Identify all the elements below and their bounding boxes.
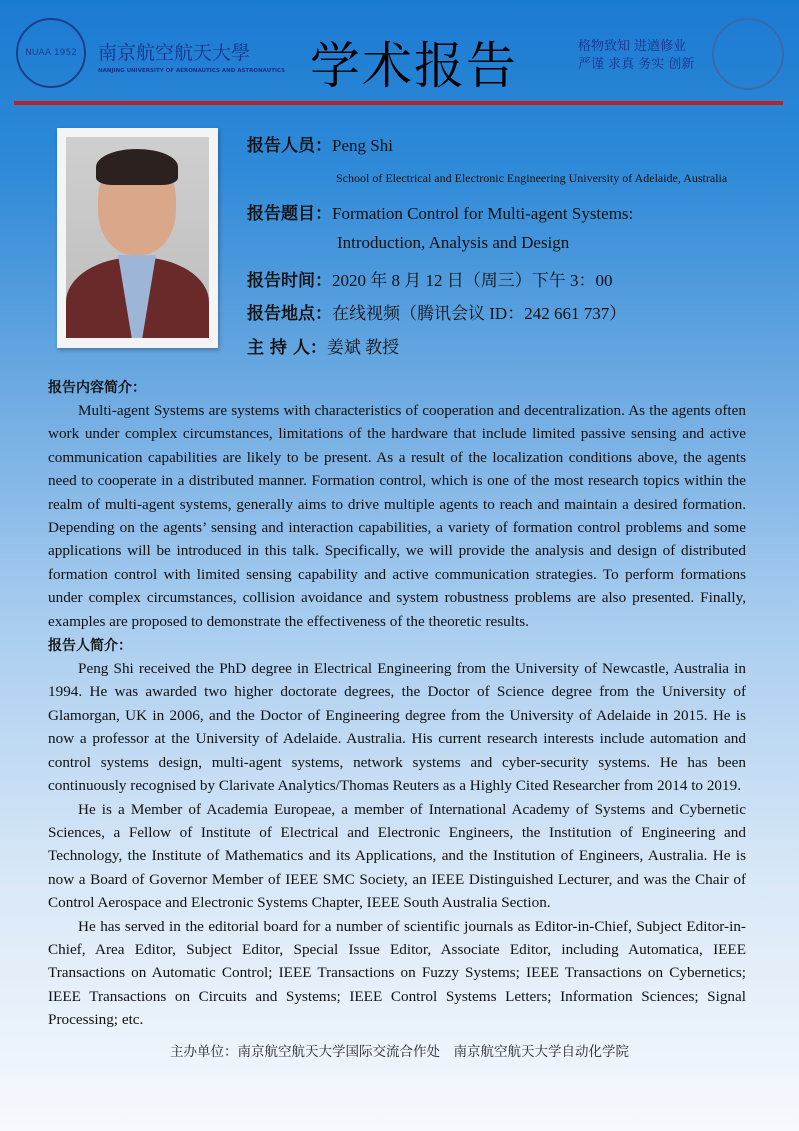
host-label: 主 持 人： (247, 338, 327, 358)
motto-line-2: 严谨 求真 务实 创新 (578, 57, 695, 72)
place-label: 报告地点： (247, 304, 332, 324)
speaker-affiliation: School of Electrical and Electronic Engineering University of Adelaide, Australia (336, 171, 728, 185)
time-value: 2020 年 8 月 12 日（周三）下午 3：00 (332, 271, 613, 290)
university-logo-text: 南京航空航天大學 (98, 42, 251, 64)
seal-text: NUAA 1952 (25, 48, 77, 58)
speaker-label: 报告人员： (247, 136, 332, 156)
speaker-name: Peng Shi (332, 136, 393, 155)
abstract-heading: 报告内容简介： (48, 380, 146, 396)
host-value: 姜斌 教授 (326, 338, 400, 357)
topic-line-1: Formation Control for Multi-agent Systems: (332, 204, 634, 223)
motto (578, 38, 694, 74)
time-row (247, 266, 613, 291)
speaker-row (247, 131, 393, 156)
bio-paragraph: He is a Member of Academia Europeae, a member of International Academy of Systems and Cybernetic Sciences, a Fellow of Institute of Electrical and Electronic Engineers, the Institution of Engineering and Technology, the Institute of Mathematics and its Applications, and the Institution of Engineers, Australia. He is now a Board of Governor Member of IEEE SMC Society, an IEEE Distinguished Lecturer, and was the Chair of Control Aerospace and Electronic Systems Chapter, IEEE South Australia Section. (48, 800, 746, 912)
organizers-footer: 主办单位：南京航空航天大学国际交流合作处 南京航空航天大学自动化学院 (170, 1043, 629, 1060)
speaker-photo (57, 128, 218, 348)
university-seal-logo (16, 18, 86, 88)
bio-paragraph: Peng Shi received the PhD degree in Electrical Engineering from the University of Newcastle, Australia in 1994. He was awarded two higher doctorate degrees, the Doctor of Science degree from the University of Glamorgan, UK in 2006, and the Doctor of Engineering degree from the University of Adelaide in 2015. He is now a professor at the University of Adelaide. Australia. His current research interests include automation and control systems design, multi-agent systems, network systems and cyber-security systems. He has been continuously recognised by Clarivate Analytics/Thomas Reuters as a Highly Cited Researcher from 2014 to 2019. (48, 660, 746, 795)
header-divider (14, 101, 783, 105)
bio-heading: 报告人简介： (48, 638, 132, 655)
college-seal-logo (712, 18, 784, 90)
place-value: 在线视频（腾讯会议 ID：242 661 737） (332, 304, 627, 323)
host-row (247, 333, 399, 358)
time-label: 报告时间： (247, 271, 332, 291)
page-title: 学术报告 (310, 37, 518, 95)
topic-label: 报告题目： (247, 204, 332, 224)
bio-paragraph: He has served in the editorial board for a number of scientific journals as Editor-in-Chief, Subject Editor-in-Chief, Area Editor, Subject Editor, Special Issue Editor, Associate Editor, including Automatica, IEEE Transactions on Automatic Control; IEEE Transactions on Fuzzy Systems; IEEE Transactions on Cybernetics; IEEE Transactions on Circuits and Systems; IEEE Control Systems Letters; Information Sciences; Signal Processing; etc. (48, 917, 746, 1029)
abstract-text: Multi-agent Systems are systems with characteristics of cooperation and decentralization. As the agents often work under complex circumstances, limitations of the hardware that include limited passive sensing and active communication capabilities are likely to be present. As a result of the localization conditions above, the agents need to cooperate in a distributed manner. Formation control, which is one of the most research topics within the realm of multi-agent systems, generally aims to drive multiple agents to reach and maintain a desired formation. Depending on the agents’ sensing and interaction capabilities, a variety of formation control problems and some applications will be introduced in this talk. Specifically, we will provide the analysis and design of distributed formation control with limited sensing capability and active communication strategies. To perform formations under complex circumstances, collision avoidance and system robustness problems are also presented. Finally, examples are proposed to demonstrate the effectiveness of the theoretic results. (48, 402, 746, 630)
topic-line-2: Introduction, Analysis and Design (337, 233, 570, 252)
motto-line-1: 格物致知 进遒修业 (578, 39, 687, 54)
topic-row (247, 199, 633, 224)
content-body (48, 377, 746, 1062)
university-logo-en: NANJING UNIVERSITY OF AERONAUTICS AND ASTRONAUTICS (98, 68, 286, 74)
place-row (247, 299, 626, 324)
